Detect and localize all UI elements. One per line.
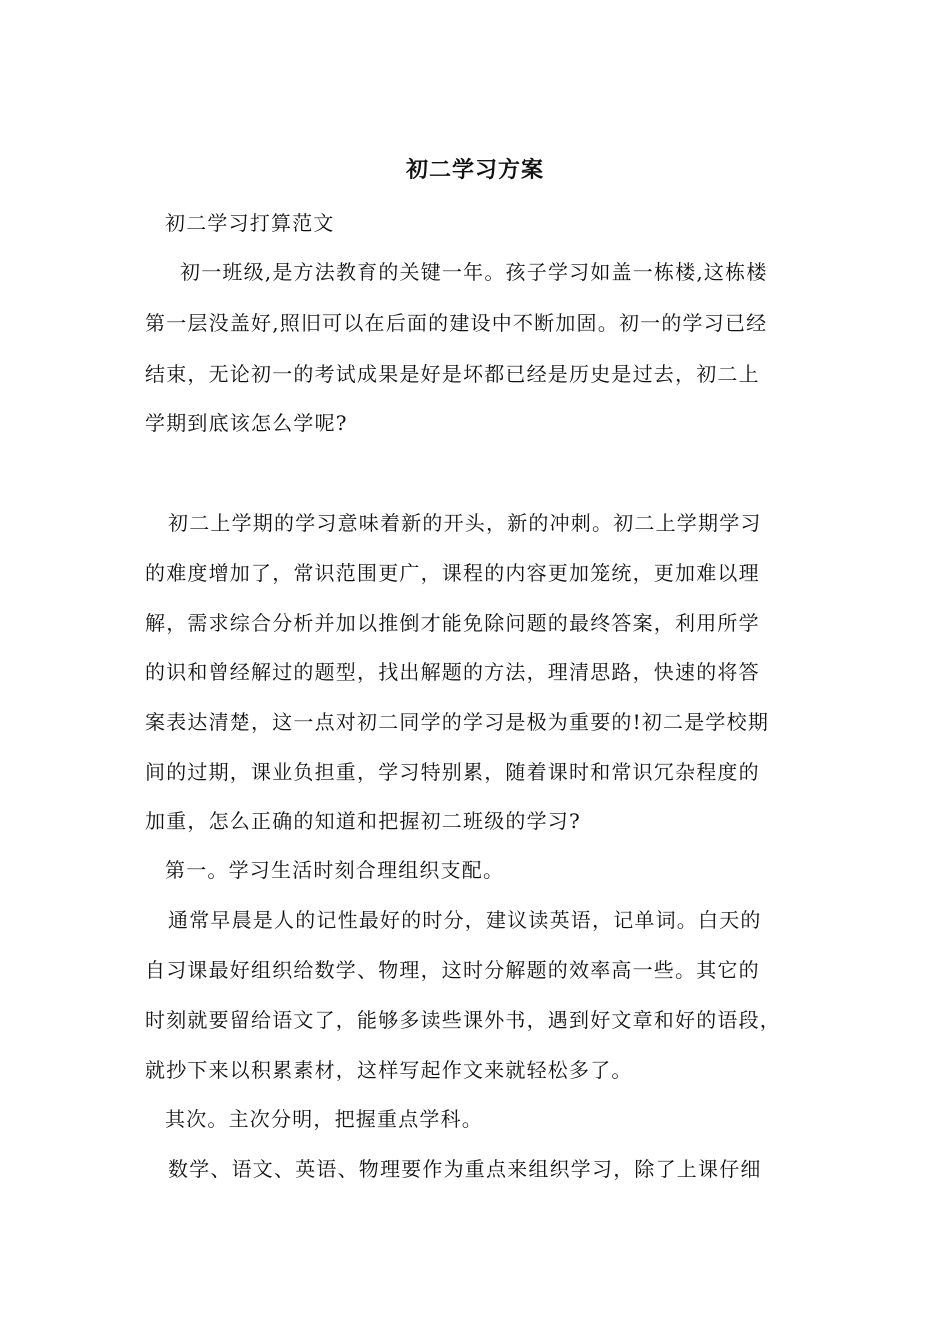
paragraph-line: 间的过期，课业负担重，学习特别累，随着课时和常识冗杂程度的 [145,760,760,784]
section-heading-1: 第一。学习生活时刻合理组织支配。 [165,858,505,882]
paragraph-line: 的识和曾经解过的题型，找出解题的方法，理清思路，快速的将答 [145,660,760,684]
paragraph-line: 的难度增加了，常识范围更广，课程的内容更加笼统，更加难以理 [145,561,760,585]
paragraph-line: 学期到底该怎么学呢? [145,411,348,435]
document-title: 初二学习方案 [405,157,544,183]
paragraph-line: 第一层没盖好,照旧可以在后面的建设中不断加固。初一的学习已经 [145,311,768,335]
paragraph-line: 就抄下来以积累素材，这样写起作文来就轻松多了。 [145,1058,633,1082]
paragraph-line: 自习课最好组织给数学、物理，这时分解题的效率高一些。其它的 [145,958,760,982]
paragraph-line: 加重，怎么正确的知道和把握初二班级的学习? [145,809,581,833]
paragraph-line: 时刻就要留给语文了，能够多读些课外书，遇到好文章和好的语段， [145,1008,781,1032]
document-subtitle: 初二学习打算范文 [165,211,335,235]
paragraph-line: 解，需求综合分析并加以推倒才能免除问题的最终答案，利用所学 [145,611,760,635]
paragraph-line: 结束，无论初一的考试成果是好是坏都已经是历史是过去，初二上 [145,362,760,386]
section-heading-2: 其次。主次分明，把握重点学科。 [165,1107,483,1131]
paragraph-line: 通常早晨是人的记性最好的时分，建议读英语，记单词。白天的 [168,908,762,932]
paragraph-line: 初一班级,是方法教育的关键一年。孩子学习如盖一栋楼,这栋楼 [180,260,768,284]
paragraph-line: 案表达清楚，这一点对初二同学的学习是极为重要的!初二是学校期 [145,710,770,734]
paragraph-line: 数学、语文、英语、物理要作为重点来组织学习，除了上课仔细 [168,1157,762,1181]
paragraph-line: 初二上学期的学习意味着新的开头，新的冲刺。初二上学期学习 [168,511,762,535]
